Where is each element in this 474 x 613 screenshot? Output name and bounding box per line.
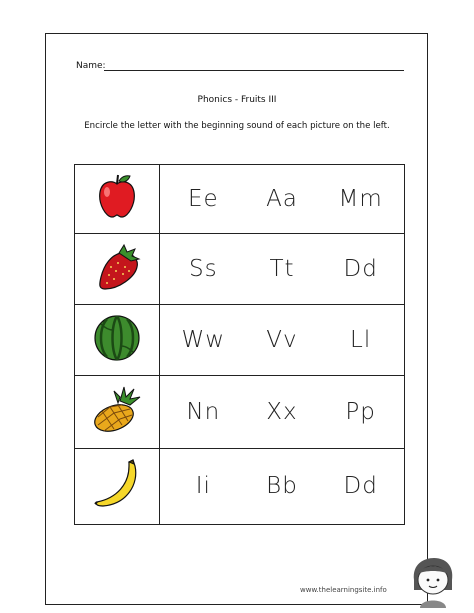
- letter-option[interactable]: Dd: [343, 255, 378, 282]
- letter-option[interactable]: Ee: [187, 185, 219, 212]
- worksheet-instructions: Encircle the letter with the beginning sound of each picture on the left.: [84, 121, 390, 131]
- pineapple-icon: [90, 383, 144, 437]
- table-row: [75, 165, 405, 234]
- watermelon-icon: [91, 312, 143, 364]
- letter-option[interactable]: Ss: [189, 255, 218, 282]
- banana-icon: [89, 456, 145, 512]
- letter-option[interactable]: Ll: [350, 326, 372, 353]
- letter-option[interactable]: Xx: [266, 398, 298, 425]
- table-row: [75, 448, 405, 524]
- picture-cell: [75, 165, 160, 234]
- letter-option[interactable]: Pp: [345, 398, 376, 425]
- letter-option[interactable]: Mm: [338, 185, 383, 212]
- girl-mascot-icon: [408, 556, 458, 608]
- name-line[interactable]: [104, 70, 404, 71]
- letter-option[interactable]: Nn: [186, 398, 221, 425]
- picture-cell: [75, 448, 160, 524]
- phonics-table: [74, 164, 405, 525]
- letter-option[interactable]: Vv: [266, 326, 298, 353]
- letter-option[interactable]: Tt: [269, 255, 295, 282]
- apple-icon: [92, 172, 142, 222]
- table-row: [75, 233, 405, 304]
- picture-cell: [75, 233, 160, 304]
- letter-option[interactable]: Ww: [181, 326, 226, 353]
- letter-option[interactable]: Bb: [266, 473, 298, 500]
- footer-url: www.thelearningsite.info: [300, 586, 387, 594]
- worksheet-title: Phonics - Fruits III: [197, 95, 277, 105]
- strawberry-icon: [91, 241, 143, 293]
- letter-option[interactable]: Ii: [195, 473, 211, 500]
- letter-option[interactable]: Dd: [343, 473, 378, 500]
- picture-cell: [75, 375, 160, 448]
- table-row: [75, 375, 405, 448]
- table-row: [75, 304, 405, 375]
- letter-option[interactable]: Aa: [266, 185, 298, 212]
- picture-cell: [75, 304, 160, 375]
- name-label: Name:: [76, 61, 106, 71]
